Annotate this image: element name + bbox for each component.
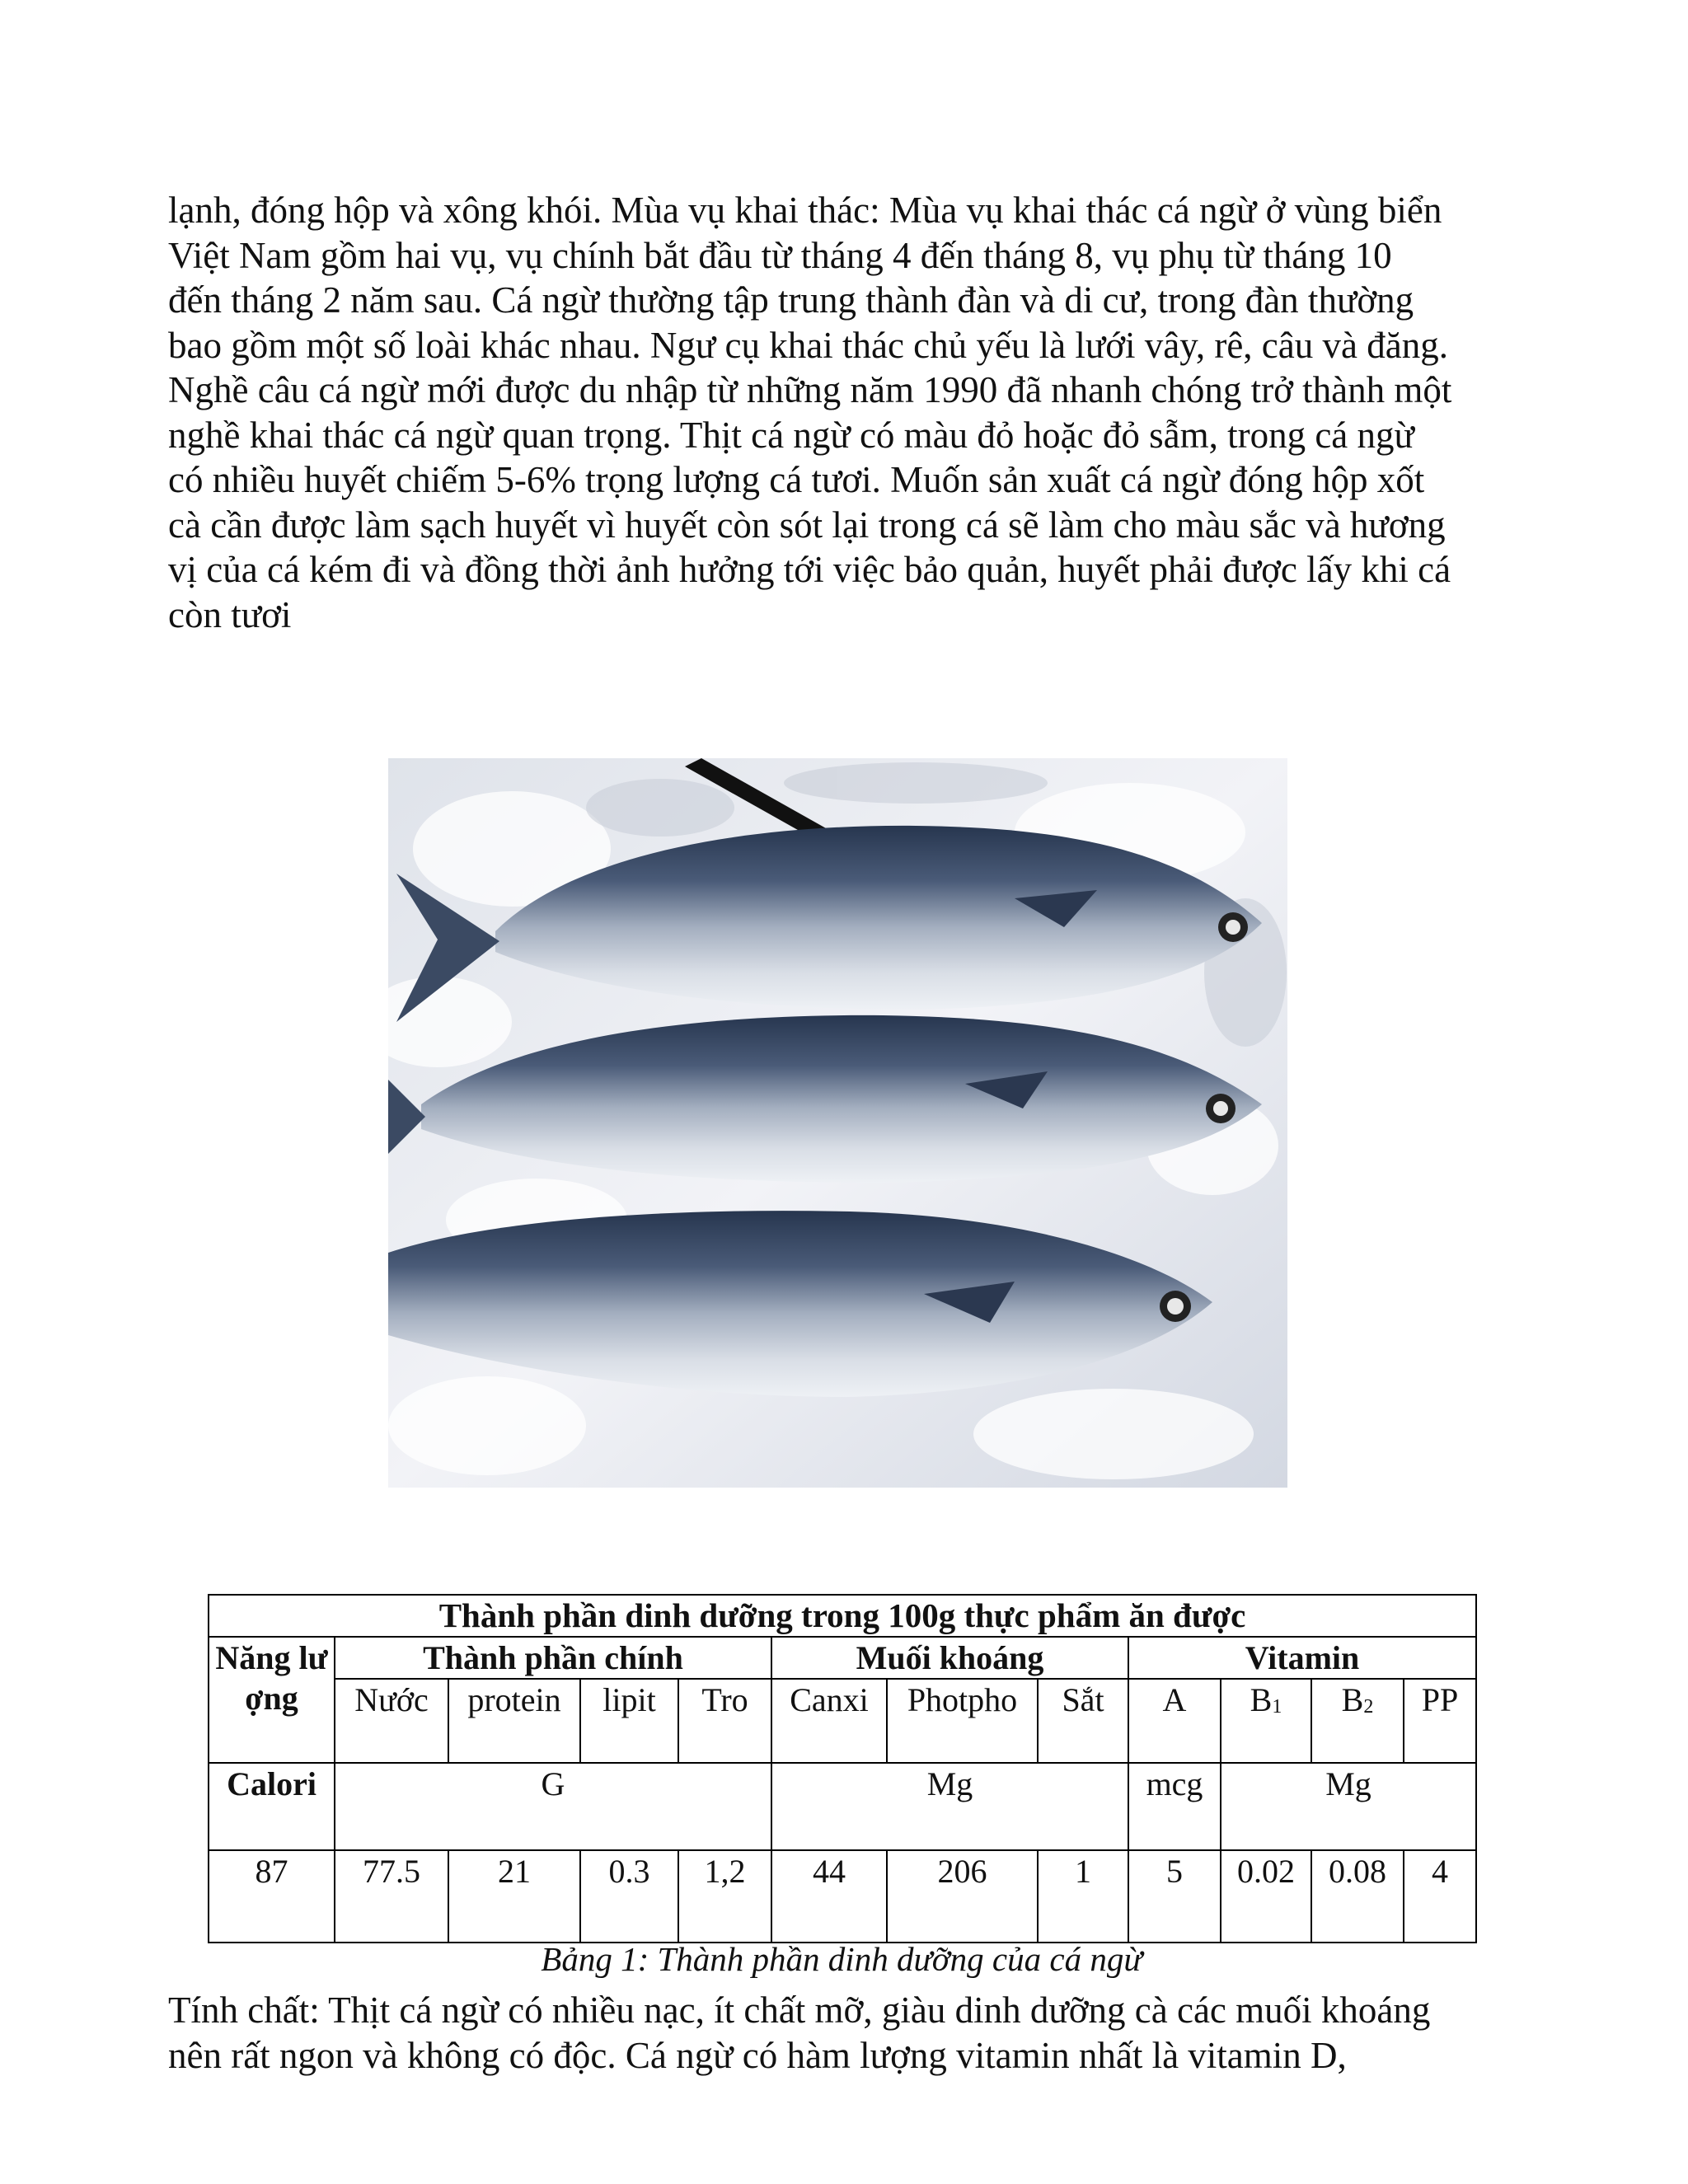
properties-paragraph xyxy=(168,1988,1520,2078)
table-title: Thành phần dinh dưỡng trong 100g thực phẩm ăn được xyxy=(209,1595,1476,1637)
value-energy: 87 xyxy=(209,1850,335,1943)
value-lipid: 0.3 xyxy=(580,1850,678,1943)
value-protein: 21 xyxy=(448,1850,580,1943)
text-line: vị của cá kém đi và đồng thời ảnh hưởng tới việc bảo quản, huyết phải được lấy khi cá xyxy=(168,549,1451,590)
value-ash: 1,2 xyxy=(678,1850,771,1943)
unit-minerals: Mg xyxy=(771,1763,1128,1850)
col-vit-a: A xyxy=(1128,1679,1221,1763)
intro-paragraph xyxy=(168,188,1520,637)
col-protein: protein xyxy=(448,1679,580,1763)
text-line: có nhiều huyết chiếm 5-6% trọng lượng cá tươi. Muốn sản xuất cá ngừ đóng hộp xốt xyxy=(168,459,1425,500)
col-vit-pp: PP xyxy=(1404,1679,1476,1763)
unit-vit-b: Mg xyxy=(1221,1763,1476,1850)
col-phosphorus: Photpho xyxy=(887,1679,1038,1763)
text-line: nên rất ngon và không có độc. Cá ngừ có hàm lượng vitamin nhất là vitamin D, xyxy=(168,2034,1347,2076)
text-line: còn tươi xyxy=(168,593,292,635)
text-line: nghề khai thác cá ngừ quan trọng. Thịt cá ngừ có màu đỏ hoặc đỏ sẫm, trong cá ngừ xyxy=(168,414,1414,456)
text-line: Tính chất: Thịt cá ngừ có nhiều nạc, ít chất mỡ, giàu dinh dưỡng cà các muối khoáng xyxy=(168,1990,1431,2031)
text-line: cà cần được làm sạch huyết vì huyết còn sót lại trong cá sẽ làm cho màu sắc và hương xyxy=(168,504,1446,546)
group-vitamin-header: Vitamin xyxy=(1128,1637,1476,1679)
unit-vit-a: mcg xyxy=(1128,1763,1221,1850)
col-water: Nước xyxy=(335,1679,448,1763)
value-vit-pp: 4 xyxy=(1404,1850,1476,1943)
col-lipid: lipit xyxy=(580,1679,678,1763)
value-iron: 1 xyxy=(1038,1850,1128,1943)
value-water: 77.5 xyxy=(335,1850,448,1943)
table-caption: Bảng 1: Thành phần dinh dưỡng của cá ngừ xyxy=(541,1940,1142,1978)
text-line: Nghề câu cá ngừ mới được du nhập từ những năm 1990 đã nhanh chóng trở thành một xyxy=(168,369,1452,410)
value-vit-b1: 0.02 xyxy=(1221,1850,1311,1943)
unit-main: G xyxy=(335,1763,771,1850)
vit-b1-letter: B xyxy=(1250,1681,1273,1718)
nutrition-table xyxy=(208,1594,1477,1943)
group-minerals-header: Muối khoáng xyxy=(771,1637,1128,1679)
vit-b1-subscript: 1 xyxy=(1272,1696,1282,1718)
text-line: lạnh, đóng hộp và xông khói. Mùa vụ khai thác: Mùa vụ khai thác cá ngừ ở vùng biển xyxy=(168,190,1442,231)
col-vit-b2 xyxy=(1311,1679,1404,1763)
text-line: Việt Nam gồm hai vụ, vụ chính bắt đầu từ tháng 4 đến tháng 8, vụ phụ từ tháng 10 xyxy=(168,234,1392,276)
value-vit-b2: 0.08 xyxy=(1311,1850,1404,1943)
col-ash: Tro xyxy=(678,1679,771,1763)
text-line: đến tháng 2 năm sau. Cá ngừ thường tập trung thành đàn và di cư, trong đàn thường xyxy=(168,279,1414,321)
text-line: bao gồm một số loài khác nhau. Ngư cụ khai thác chủ yếu là lưới vây, rê, câu và đăng. xyxy=(168,324,1448,366)
vit-b2-subscript: 2 xyxy=(1363,1696,1374,1718)
vit-b2-letter: B xyxy=(1341,1681,1364,1718)
energy-header: Năng lượng xyxy=(209,1637,335,1763)
col-vit-b1 xyxy=(1221,1679,1311,1763)
tuna-photo xyxy=(388,758,1287,1488)
col-calcium: Canxi xyxy=(771,1679,887,1763)
group-main-header: Thành phần chính xyxy=(335,1637,771,1679)
value-vit-a: 5 xyxy=(1128,1850,1221,1943)
value-phosphorus: 206 xyxy=(887,1850,1038,1943)
col-iron: Sắt xyxy=(1038,1679,1128,1763)
unit-energy: Calori xyxy=(209,1763,335,1850)
value-calcium: 44 xyxy=(771,1850,887,1943)
